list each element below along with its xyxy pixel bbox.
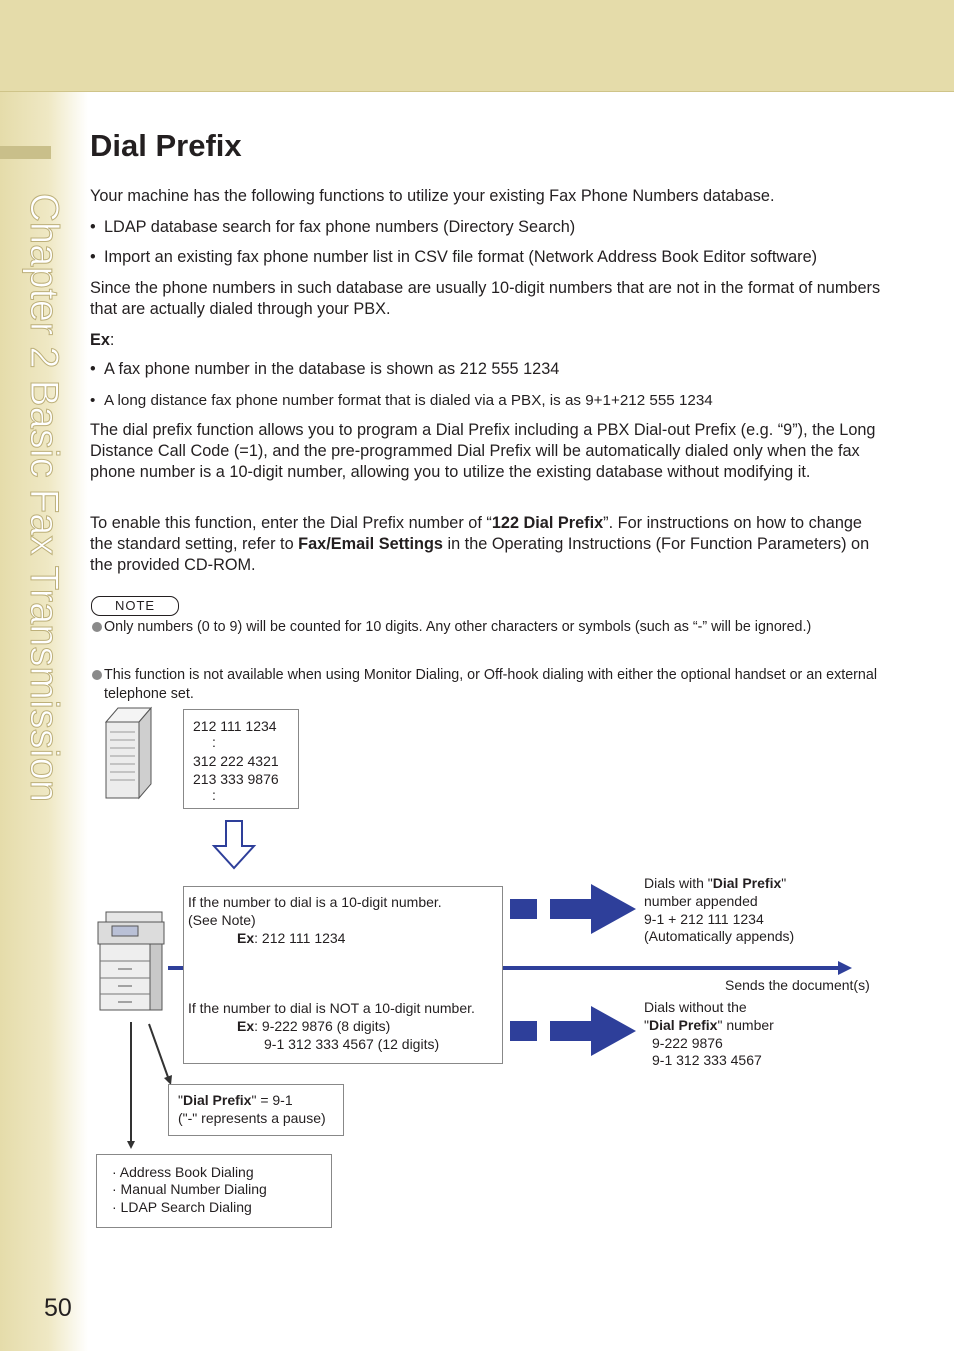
- paragraph-database: Since the phone numbers in such database are usually 10-digit numbers that are not in the format of numbers that are actually dialed through your PBX.: [90, 279, 881, 318]
- paragraph-dial-prefix: The dial prefix function allows you to program a Dial Prefix including a PBX Dial-out Prefix (e.g. “9”), the Long Distance Call Code (=1), and the pre-programmed Dial Prefix will be automatically dialed only when the fax phone number is a 10-digit number, allowing you to utilize the existing database without modifying it.: [90, 421, 876, 481]
- header-band: [0, 0, 954, 92]
- down-arrow-icon: [214, 821, 254, 868]
- chapter-tab-marker: [0, 146, 51, 159]
- ex-heading: Ex:: [90, 331, 115, 349]
- mfp-icon: [98, 912, 164, 1010]
- bullet-circle-icon: [92, 670, 102, 680]
- dial-prefix-box: "Dial Prefix" = 9-1 ("-" represents a pause): [168, 1084, 344, 1136]
- intro-text: Your machine has the following functions to utilize your existing Fax Phone Numbers database.: [90, 187, 775, 205]
- server-icon: [106, 708, 151, 798]
- page-title: Dial Prefix: [90, 128, 242, 163]
- diagonal-arrow-icon: [149, 1024, 172, 1085]
- condition-box: If the number to dial is a 10-digit number. (See Note) Ex: 212 111 1234 If the number to dial is NOT a 10-digit number. Ex: 9-222 9876 (8 digits) 9-1 312 333 4567 (12 digits): [183, 886, 503, 1064]
- chapter-label: Chapter 2 Basic Fax Transmission: [22, 193, 66, 803]
- down-line-arrow-icon: [127, 1022, 135, 1149]
- sends-document-label: Sends the document(s): [725, 977, 870, 993]
- paragraph-enable: To enable this function, enter the Dial Prefix number of “122 Dial Prefix”. For instructions on how to change the standard setting, refer to Fax/Email Settings in the Operating Instructions (For Function Parameters) on the provided CD-ROM.: [90, 514, 870, 574]
- page-number: 50: [44, 1294, 72, 1322]
- database-list-box: 212 111 1234 : 312 222 4321 213 333 9876 :: [183, 709, 299, 809]
- dialing-methods-box: · Address Book Dialing · Manual Number Dialing · LDAP Search Dialing: [96, 1154, 332, 1228]
- note-badge: NOTE: [91, 596, 179, 616]
- bullet-circle-icon: [92, 622, 102, 632]
